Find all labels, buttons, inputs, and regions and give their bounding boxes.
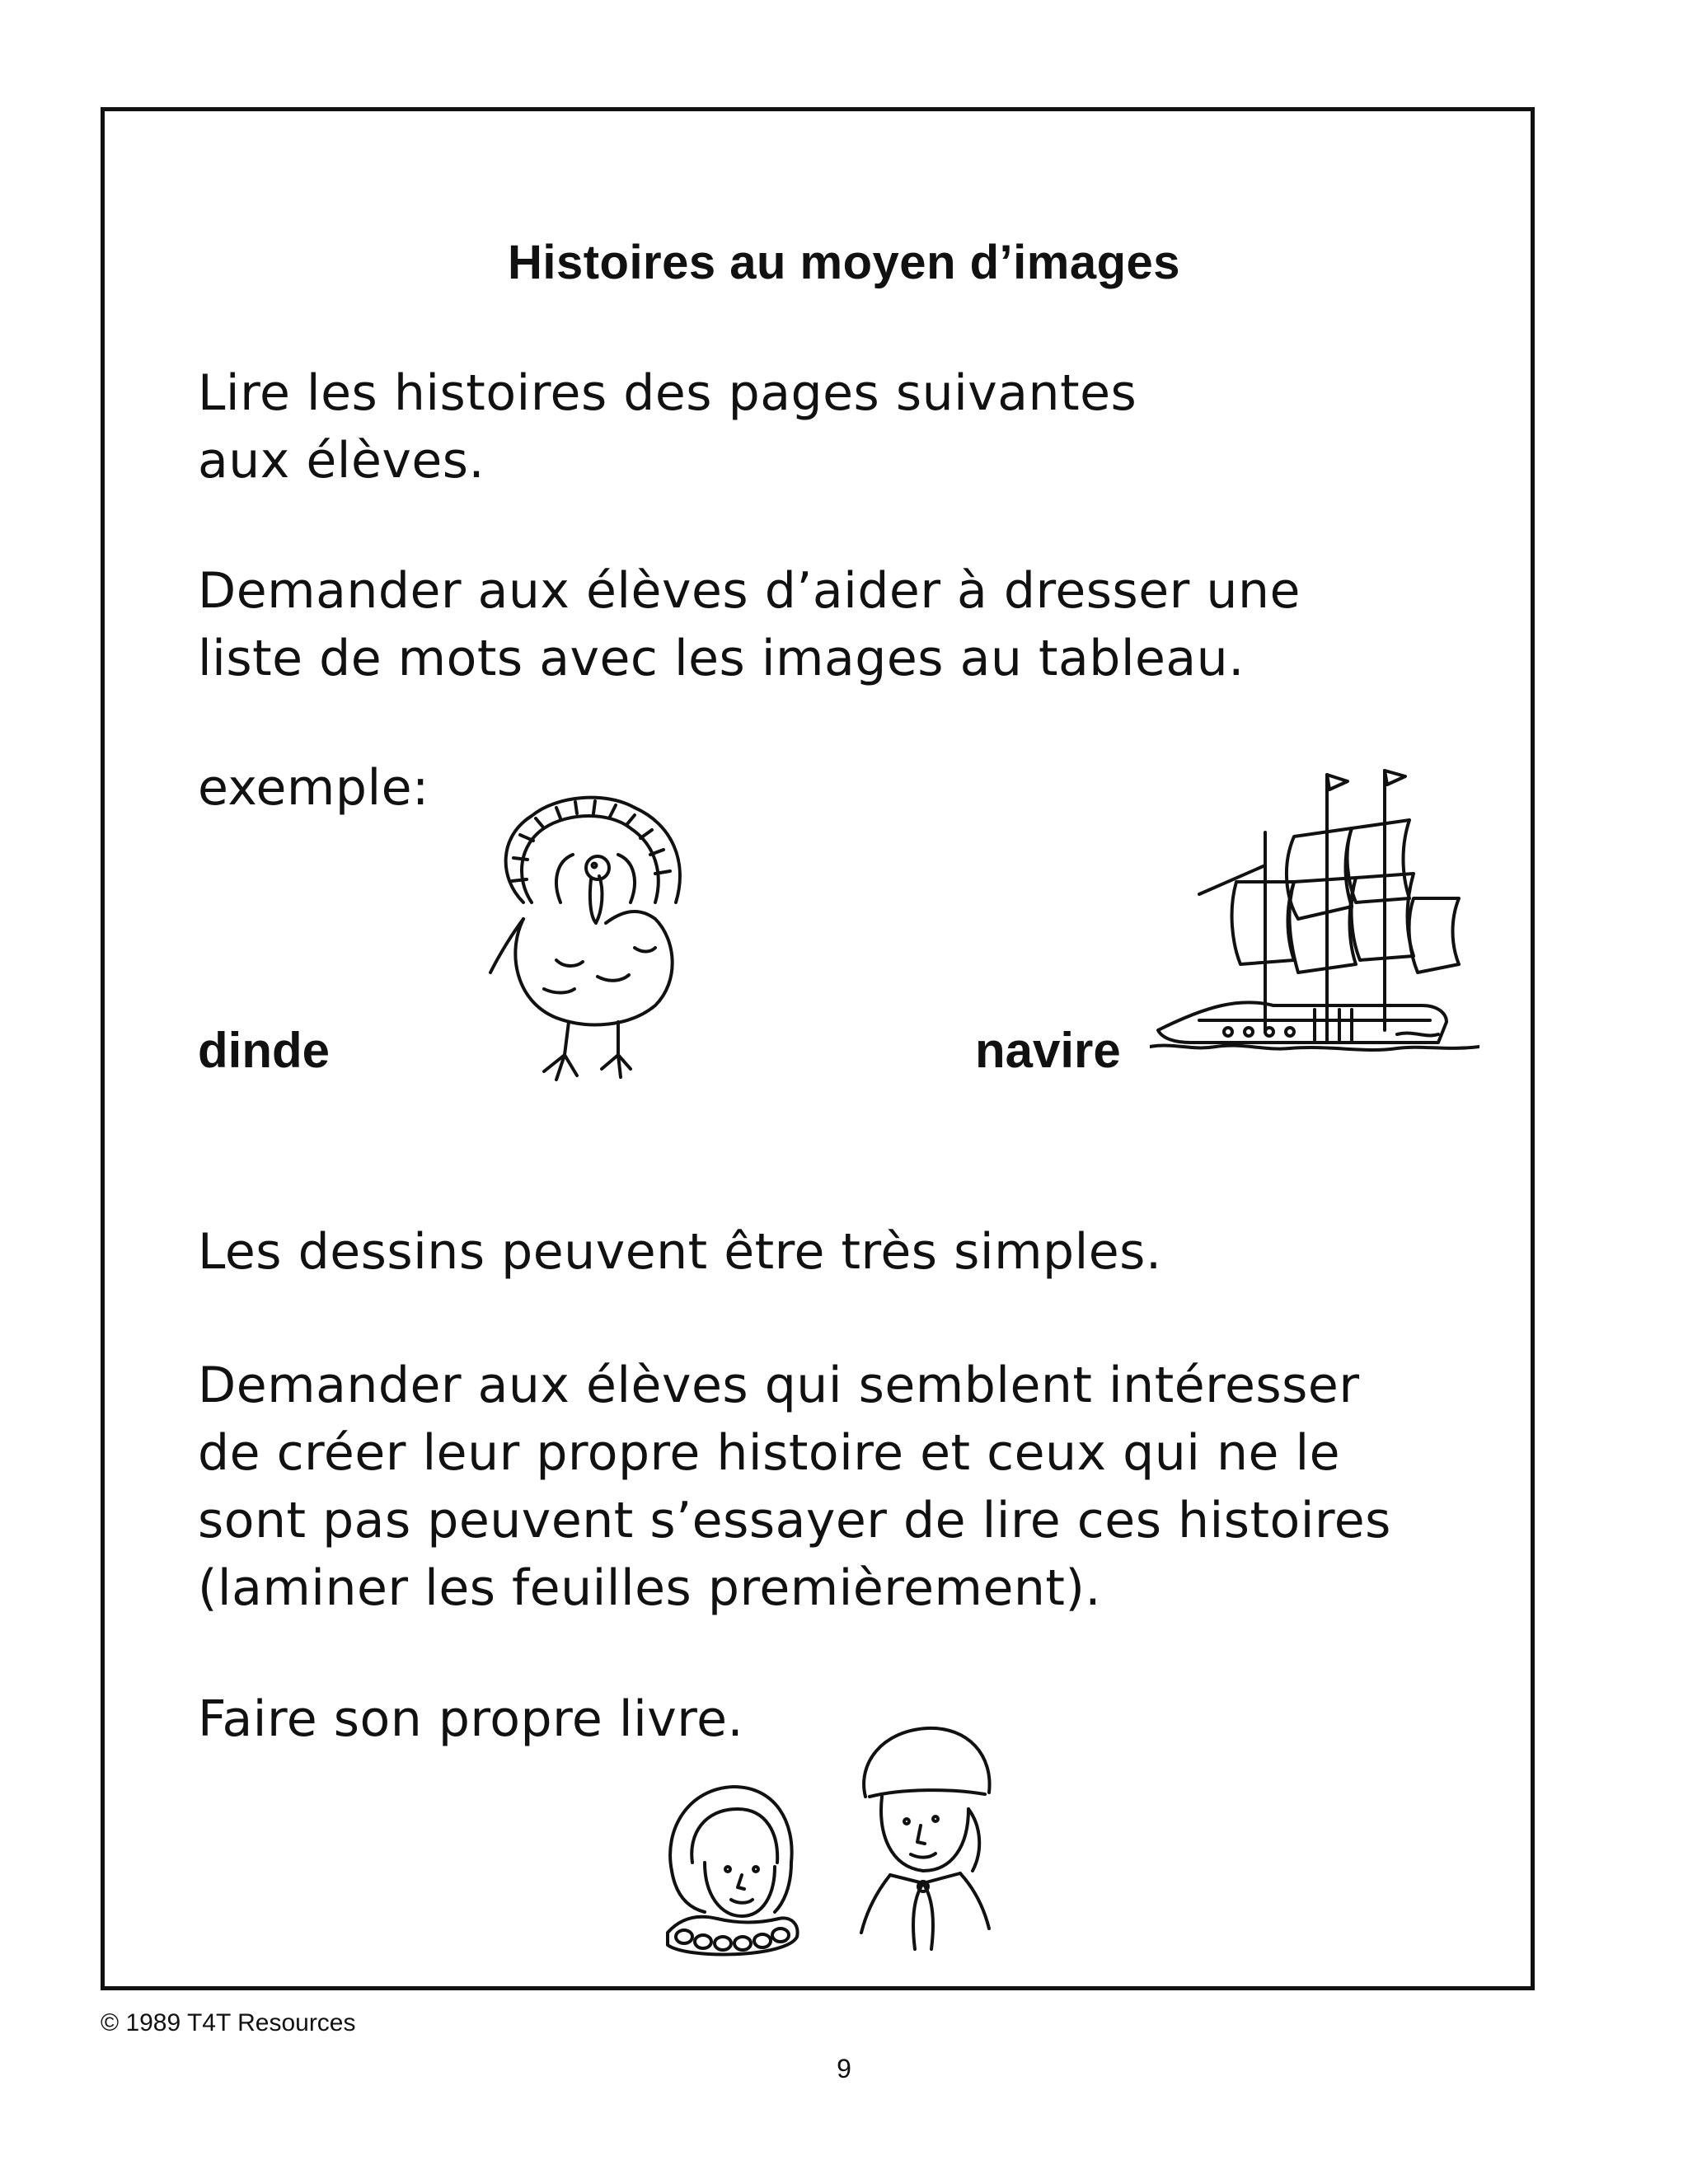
page-title: Histoires au moyen d’images (507, 236, 1181, 289)
paragraph-line: Faire son propre livre. (198, 1690, 744, 1748)
paragraph-line: Lire les histoires des pages suivantes (198, 364, 1137, 422)
copyright-notice: © 1989 T4T Resources (101, 2009, 356, 2036)
paragraph-line: liste de mots avec les images au tableau. (198, 630, 1245, 687)
sailing-ship-illustration (1150, 758, 1479, 1088)
pilgrim-man-illustration (845, 1718, 997, 1966)
paragraph-create-stories (198, 1352, 1391, 1622)
example-label (198, 754, 429, 822)
example-label-text: exemple: (198, 759, 429, 817)
example-word-navire: navire (975, 1023, 1121, 1078)
turkey-illustration (466, 779, 713, 1088)
example-word-dinde: dinde (198, 1023, 330, 1078)
paragraph-line: (laminer les feuilles premièrement). (198, 1559, 1101, 1617)
paragraph-line: de créer leur propre histoire et ceux qui ne le (198, 1424, 1341, 1482)
paragraph-line: Demander aux élèves d’aider à dresser une (198, 562, 1301, 620)
pilgrim-woman-illustration (655, 1772, 808, 1966)
page-number: 9 (837, 2054, 851, 2083)
paragraph-simple-drawings (198, 1218, 1162, 1286)
paragraph-line: Demander aux élèves qui semblent intéresser (198, 1357, 1360, 1414)
paragraph-read-stories (198, 359, 1137, 494)
paragraph-line: aux élèves. (198, 432, 485, 490)
paragraph-line: Les dessins peuvent être très simples. (198, 1223, 1162, 1281)
paragraph-line: sont pas peuvent s’essayer de lire ces histoires (198, 1492, 1391, 1549)
paragraph-own-book (198, 1685, 743, 1753)
paragraph-word-list (198, 557, 1301, 692)
